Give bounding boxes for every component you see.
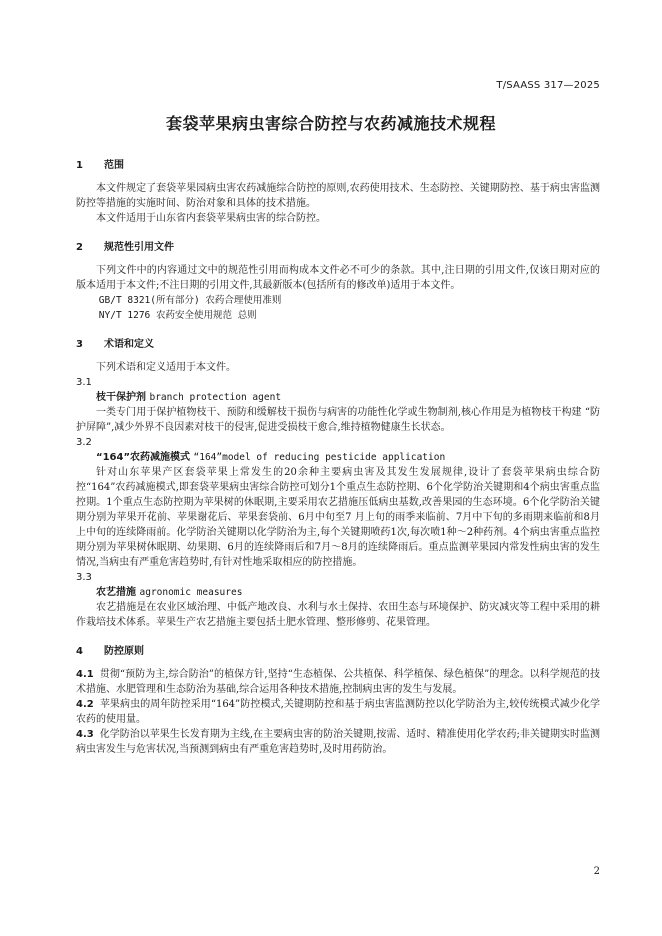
clause-text: 苹果病虫的周年防控采用“164”防控模式,关键期防控和基于病虫害监测防控以化学防治为主,较传统模式减少化学农药的使用量。 [76, 699, 600, 725]
section-4-heading [76, 644, 600, 659]
paragraph: 下列术语和定义适用于本文件。 [96, 362, 236, 373]
paragraph: 本文件适用于山东省内套袋苹果病虫害的综合防控。 [96, 213, 326, 224]
section-number: 2 [76, 242, 83, 253]
page-number: 2 [593, 866, 600, 877]
clause-number: 4.1 [76, 669, 94, 680]
section-number: 4 [76, 646, 83, 657]
term-definition: 农艺措施是在农业区域治理、中低产地改良、水利与水土保持、农田生态与环境保护、防灾减灾等工程中采用的耕作栽培技术体系。苹果生产农艺措施主要包括土肥水管理、整形修剪、花果管理。 [76, 602, 600, 628]
section-title: 防控原则 [104, 646, 144, 657]
clause-number: 4.3 [76, 729, 94, 740]
term-en: “164”model of reducing pesticide application [193, 452, 446, 463]
document-body [76, 150, 600, 757]
term-name [76, 390, 600, 405]
clause-text: 贯彻“预防为主,综合防治”的植保方针,坚持“生态植保、公共植保、科学植保、绿色植保”的理念。以科学规范的技术措施、水肥管理和生态防治为基础,综合运用各种技术措施,控制病虫害的发生与发展。 [76, 669, 600, 695]
term-number: 3.2 [76, 437, 92, 448]
section-title: 范围 [104, 160, 124, 171]
standard-number: T/SAASS 317—2025 [496, 80, 600, 91]
term-en: branch protection agent [149, 392, 282, 403]
paragraph: 下列文件中的内容通过文中的规范性引用而构成本文件必不可少的条款。其中,注日期的引用文件,仅该日期对应的版本适用于本文件;不注日期的引用文件,其最新版本(包括所有的修改单)适用于本文件。 [76, 265, 600, 291]
section-number: 1 [76, 160, 83, 171]
term-name [76, 585, 600, 600]
term-cn: 枝干保护剂 [96, 392, 146, 403]
term-number: 3.1 [76, 377, 92, 388]
section-number: 3 [76, 339, 83, 350]
section-3-heading [76, 337, 600, 352]
section-title: 术语和定义 [104, 339, 154, 350]
paragraph: 本文件规定了套袋苹果园病虫害农药减施综合防控的原则,农药使用技术、生态防控、关键期防控、基于病虫害监测防控等措施的实施时间、防治对象和具体的技术措施。 [76, 183, 600, 209]
term-definition: 一类专门用于保护植物枝干、预防和缓解枝干损伤与病害的功能性化学或生物制剂,核心作用是为植物枝干构建 “防护屏障”,减少外界不良因素对枝干的侵害,促进受损枝干愈合,维持植物健康生长状态。 [76, 407, 600, 433]
term-name [76, 450, 600, 465]
section-title: 规范性引用文件 [104, 242, 174, 253]
section-1-heading [76, 158, 600, 173]
reference-item: NY/T 1276 农药安全使用规范 总则 [98, 310, 257, 321]
term-cn: “164”农药减施模式 [96, 452, 191, 463]
term-cn: 农艺措施 [96, 587, 136, 598]
reference-item: GB/T 8321(所有部分) 农药合理使用准则 [98, 295, 282, 306]
term-en: agronomic measures [139, 587, 243, 598]
term-number: 3.3 [76, 572, 92, 583]
document-title: 套袋苹果病虫害综合防控与农药减施技术规程 [165, 114, 496, 133]
section-2-heading [76, 240, 600, 255]
clause [76, 697, 600, 727]
clause [76, 667, 600, 697]
clause [76, 727, 600, 757]
clause-number: 4.2 [76, 699, 94, 710]
clause-text: 化学防治以苹果生长发育期为主线,在主要病虫害的防治关键期,按需、适时、精准使用化学农药;非关键期实时监测病虫害发生与危害状况,当预测到病虫有严重危害趋势时,及时用药防治。 [76, 729, 600, 755]
term-definition: 针对山东苹果产区套袋苹果上常发生的20余种主要病虫害及其发生发展规律,设计了套袋苹果病虫综合防控“164”农药减施模式,即套袋苹果病虫害综合防控可划分1个重点生态防控期、6个化学防治关键期和4个病虫害重点监控期。1个重点生态防控期为苹果树的休眠期,主要采用农艺措施压低病虫基数,改善果园的生态环境。6个化学防治关键期分别为苹果开花前、苹果谢花后、苹果套袋前、6月中旬至7 月上旬的雨季来临前、7月中下旬的多雨期来临前和8月上中旬的连续降雨前。化学防治关键期以化学防治为主,每个关键期喷药1次,每次喷1种～2种药剂。4个病虫害重点监控期分别为苹果树休眠期、幼果期、6月的连续降雨后和7月～8月的连续降雨后。重点监测苹果园内常发性病虫害的发生情况,当病虫有严重危害趋势时,有针对性地采取相应的防控措施。 [76, 467, 600, 568]
